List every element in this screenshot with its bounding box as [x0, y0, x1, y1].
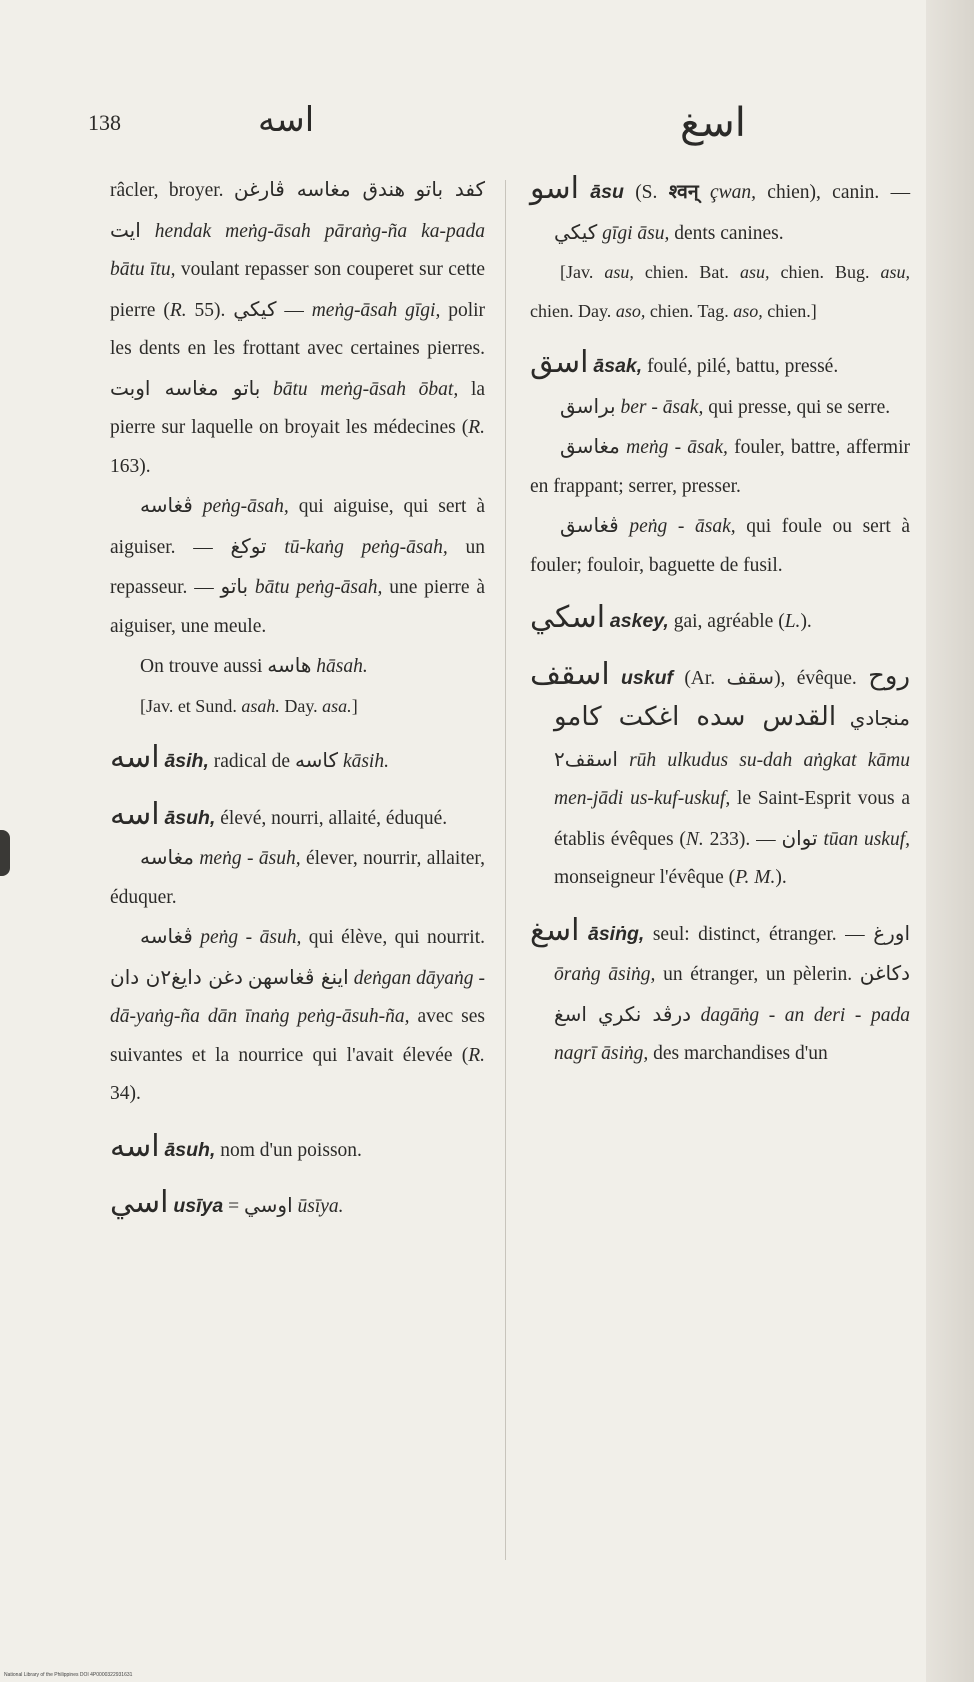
etymology-note: [Jav. et Sund. asah. Day. asa.]: [140, 695, 358, 716]
column-divider: [505, 180, 506, 1560]
page-edge-shadow: [926, 0, 974, 1682]
dictionary-entry: اسه āsih, radical de كاسه kāsih.: [110, 740, 389, 775]
dictionary-entry: اسه āsuh, nom d'un poisson.: [110, 1128, 362, 1164]
page-number: 138: [88, 110, 121, 135]
sub-entry: ڤغاسه peṅg - āsuh, qui élève, qui nourrit. دغن دايغ٢ن دان اينغ ڤغاسهن deṅgan dāyaṅg - dā-yaṅg-ña dān īnaṅg peṅg-āsuh-ña, avec ses suivantes et la nourrice qui l'avait élevée (R. 34).: [110, 924, 486, 1104]
left-column: [110, 170, 485, 1227]
scan-footer: National Library of the Philippines DOI 4P0000322931631: [4, 1672, 133, 1678]
dictionary-entry: اسغ āsiṅg, seul: distinct, étranger. — اورغ ōraṅg āsiṅg, un étranger, un pèlerin. دكاغن درڤد نكري اسغ dagāṅg - an deri - pada nagrī āsiṅg, des marchandises d'un: [530, 912, 911, 1064]
running-head-left: اسه: [258, 100, 315, 140]
entry-continuation: râcler, broyer. هندق مغاسه ڤارغن كفد باتو ايت hendak meṅg-āsah pāraṅg-ña ka-pada bātu ītu, voulant repasser son couperet sur cette pierre (R. 55). كيكي — meṅg-āsah gīgi, polir les dents en les frottant avec certaines pierres. باتو مغاسه اوبت bātu meṅg-āsah ōbat, la pierre sur laquelle on broyait les médecines (R. 163).: [110, 177, 486, 477]
dictionary-entry: اسو āsu (S. श्वन् çwan, chien), canin. — كيكي gīgi āsu, dents canines.: [530, 171, 911, 244]
sub-entry: On trouve aussi هاسه hāsah.: [140, 653, 368, 677]
sub-entry: ڤغاسق peṅg - āsak, qui foule ou sert à fouler; fouloir, baguette de fusil.: [530, 513, 911, 576]
ink-blot: [0, 830, 10, 876]
sub-entry: براسق ber - āsak, qui presse, qui se serre.: [560, 393, 891, 418]
dictionary-entry: اسي usīya = اوسي ūsīya.: [110, 1185, 344, 1220]
dictionary-entry: اسق āsak, foulé, pilé, battu, pressé.: [530, 345, 839, 380]
dictionary-entry: اسقف uskuf (Ar. سقف), évêque. روح القدس سده اغكت كامو منجادي اسقف٢ rūh ulkudus su-dah aṅgkat kāmu men-jādi us-kuf-uskuf, le Saint-Esprit vous a établis évêques (N. 233). — توان tūan uskuf, monseigneur l'évêque (P. M.).: [530, 656, 911, 888]
sub-entry: ڤغاسه peṅg-āsah, qui aiguise, qui sert à aiguiser. — توكغ tū-kaṅg peṅg-āsah, un repasseur. — باتو bātu peṅg-āsah, une pierre à aiguiser, une meule.: [110, 493, 486, 637]
sub-entry: مغاسه meṅg - āsuh, élever, nourrir, allaiter, éduquer.: [110, 845, 486, 908]
dictionary-entry: اسكي askey, gai, agréable (L.).: [530, 600, 812, 635]
right-column: [530, 170, 910, 1074]
sub-entry: مغاسق meṅg - āsak, fouler, battre, affermir en frappant; serrer, presser.: [530, 434, 911, 497]
dictionary-entry: اسه āsuh, élevé, nourri, allaité, éduqué.: [110, 796, 448, 832]
running-head-right: اسغ: [680, 100, 746, 146]
etymology-note: [Jav. asu, chien. Bat. asu, chien. Bug. asu, chien. Day. aso, chien. Tag. aso, chien.]: [530, 262, 911, 321]
